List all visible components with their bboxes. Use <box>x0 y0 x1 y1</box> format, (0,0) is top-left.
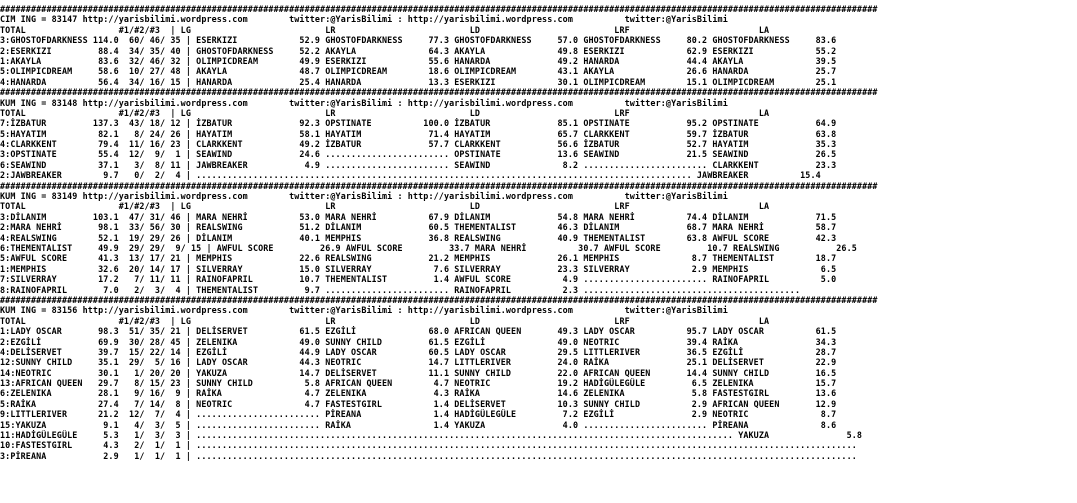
separator-line: ########################################################################################################################################################################## <box>0 87 878 98</box>
horse-row: 1:MEMPHIS 32.6 20/ 14/ 17 | SILVERRAY 15.0 SILVERRAY 7.6 SILVERRAY 23.3 SILVERRAY 2.9 MEMPHIS 6.5 <box>0 263 837 274</box>
horse-row: 6:ZELENIKA 28.1 9/ 16/ 9 | RAİKA 4.7 ZELENIKA 4.3 RAİKA 14.6 ZELENIKA 5.8 FASTESTGIRL 13.6 <box>0 388 837 399</box>
race-header-line: KUM ING = 83149 http://yarisbilimi.wordpress.com twitter:@YarisBilimi : http://yarisbilimi.wordpress.com twitter:@YarisBilimi <box>0 191 728 202</box>
horse-row: 3:PİREANA 2.9 1/ 1/ 1 | ................................................................................................................................ <box>0 450 857 461</box>
horse-row: 7:SILVERRAY 17.2 7/ 11/ 11 | RAINOFAPRIL 10.7 THEMENTALIST 1.4 AWFUL SCORE 4.9 ........................ RAINOFAPRIL 5.0 <box>0 274 837 285</box>
horse-row: 4:CLARKKENT 79.4 11/ 16/ 23 | CLARKKENT 49.2 İZBATUR 57.7 CLARKKENT 56.6 İZBATUR 52.7 HAYATIM 35.3 <box>0 139 837 150</box>
column-header-line: TOTAL #1/#2/#3 | LG LR LD LRF LA <box>0 201 770 212</box>
horse-row: 2:ESERKIZI 88.4 34/ 35/ 40 | GHOSTOFDARKNESS 52.2 AKAYLA 64.3 AKAYLA 49.8 ESERKIZI 62.9 ESERKIZI 55.2 <box>0 45 837 56</box>
horse-row: 12:SUNNY CHILD 35.1 29/ 5/ 16 | LADY OSCAR 44.3 NEOTRIC 14.7 LITTLERIVER 24.0 RAİKA 25.1 DELİSERVET 22.9 <box>0 357 837 368</box>
horse-row: 3:DİLANIM 103.1 47/ 31/ 46 | MARA NEHRİ 53.0 MARA NEHRİ 67.9 DİLANIM 54.8 MARA NEHRİ 74.4 DİLANIM 71.5 <box>0 211 837 222</box>
column-header-line: TOTAL #1/#2/#3 | LG LR LD LRF LA <box>0 107 770 118</box>
horse-row: 13:AFRICAN QUEEN 29.7 8/ 15/ 23 | SUNNY CHILD 5.8 AFRICAN QUEEN 4.7 NEOTRIC 19.2 HADİGÜLEGÜLE 6.5 ZELENIKA 15.7 <box>0 378 837 389</box>
horse-row: 6:THEMENTALIST 49.9 29/ 29/ 9/ 15 | AWFUL SCORE 26.9 AWFUL SCORE 33.7 MARA NEHRİ 30.7 AWFUL SCORE 10.7 REALSWING 26.5 <box>0 242 857 253</box>
horse-row: 4:DELİSERVET 39.7 15/ 22/ 14 | EZGİLİ 44.9 LADY OSCAR 60.5 LADY OSCAR 29.5 LITTLERIVER 36.5 EZGİLİ 28.7 <box>0 346 837 357</box>
horse-row: 6:SEAWIND 37.1 3/ 8/ 11 | JAWBREAKER 4.9 ........................ SEAWIND 8.2 ........................ CLARKKENT 23.3 <box>0 159 837 170</box>
horse-row: 7:İZBATUR 137.3 43/ 18/ 12 | İZBATUR 92.3 OPSTINATE 100.0 İZBATUR 85.1 OPSTINATE 95.2 OPSTINATE 64.9 <box>0 118 837 129</box>
race-header-line: KUM ING = 83148 http://yarisbilimi.wordpress.com twitter:@YarisBilimi : http://yarisbilimi.wordpress.com twitter:@YarisBilimi <box>0 97 728 108</box>
horse-row: 4:REALSWING 52.1 19/ 29/ 26 | DİLANIM 40.1 MEMPHIS 36.8 REALSWING 40.9 THEMENTALIST 63.8 AWFUL SCORE 42.3 <box>0 232 837 243</box>
horse-row: 14:NEOTRIC 30.1 1/ 20/ 20 | YAKUZA 14.7 DELİSERVET 11.1 SUNNY CHILD 22.0 AFRICAN QUEEN 14.4 SUNNY CHILD 16.5 <box>0 367 837 378</box>
horse-row: 5:RAİKA 27.4 7/ 14/ 8 | NEOTRIC 4.7 FASTESTGIRL 1.4 DELİSERVET 10.3 SUNNY CHILD 2.9 AFRICAN QUEEN 12.9 <box>0 398 837 409</box>
horse-row: 1:AKAYLA 83.6 32/ 46/ 32 | OLIMPICDREAM 49.9 ESERKIZI 55.6 HANARDA 49.2 HANARDA 44.4 AKAYLA 39.5 <box>0 55 837 66</box>
horse-row: 15:YAKUZA 9.1 4/ 3/ 5 | ........................ RAİKA 1.4 YAKUZA 4.0 ........................ PİREANA 8.6 <box>0 419 837 430</box>
horse-row: 3:OPSTINATE 55.4 12/ 9/ 1 | SEAWIND 24.6 ........................ OPSTINATE 13.6 SEAWIND 21.5 SEAWIND 26.5 <box>0 149 837 160</box>
separator-line: ########################################################################################################################################################################## <box>0 180 878 191</box>
separator-line: ########################################################################################################################################################################## <box>0 294 878 305</box>
column-header-line: TOTAL #1/#2/#3 | LG LR LD LRF LA <box>0 315 770 326</box>
horse-row: 4:HANARDA 56.4 34/ 16/ 15 | HANARDA 25.4 HANARDA 13.3 ESERKIZI 30.1 OLIMPICDREAM 15.1 OLIMPICDREAM 25.1 <box>0 76 837 87</box>
horse-row: 3:GHOSTOFDARKNESS 114.0 60/ 46/ 35 | ESERKIZI 52.9 GHOSTOFDARKNESS 77.3 GHOSTOFDARKNESS 57.0 GHOSTOFDARKNESS 80.2 GHOSTOFDARKNESS 83.6 <box>0 35 837 46</box>
horse-row: 5:OLIMPICDREAM 58.6 10/ 27/ 48 | AKAYLA 48.7 OLIMPICDREAM 18.6 OLIMPICDREAM 43.1 AKAYLA 26.6 HANARDA 25.7 <box>0 66 837 77</box>
horse-row: 9:LITTLERIVER 21.2 12/ 7/ 4 | ........................ PİREANA 1.4 HADİGÜLEGÜLE 7.2 EZGİLİ 2.9 NEOTRIC 8.7 <box>0 409 837 420</box>
horse-row: 5:HAYATIM 82.1 8/ 24/ 26 | HAYATIM 58.1 HAYATIM 71.4 HAYATIM 65.7 CLARKKENT 59.7 İZBATUR 63.8 <box>0 128 837 139</box>
race-header-line: CIM ING = 83147 http://yarisbilimi.wordpress.com twitter:@YarisBilimi : http://yarisbilimi.wordpress.com twitter:@YarisBilimi <box>0 14 728 25</box>
horse-row: 11:HADİGÜLEGÜLE 5.3 1/ 3/ 3 | ........................................................................................................ YAKUZA 5.8 <box>0 430 863 441</box>
column-header-line: TOTAL #1/#2/#3 | LG LR LD LRF LA <box>0 24 770 35</box>
horse-row: 2:MARA NEHRİ 98.1 33/ 56/ 30 | REALSWING 51.2 DİLANIM 60.5 THEMENTALIST 46.3 DİLANIM 68.7 MARA NEHRİ 58.7 <box>0 222 837 233</box>
horse-row: 8:RAINOFAPRIL 7.0 2/ 3/ 4 | THEMENTALIST 9.7 ........................ RAINOFAPRIL 2.3 .......................................... <box>0 284 801 295</box>
horse-row: 1:LADY OSCAR 98.3 51/ 35/ 21 | DELİSERVET 61.5 EZGİLİ 68.0 AFRICAN QUEEN 49.3 LADY OSCAR 95.7 LADY OSCAR 61.5 <box>0 326 837 337</box>
horse-row: 2:JAWBREAKER 9.7 0/ 2/ 4 | ................................................................................................ JAWBREAKER 15.4 <box>0 170 821 181</box>
separator-line: ########################################################################################################################################################################## <box>0 4 878 14</box>
horse-row: 5:AWFUL SCORE 41.3 13/ 17/ 21 | MEMPHIS 22.6 REALSWING 21.2 MEMPHIS 26.1 MEMPHIS 8.7 THEMENTALIST 18.7 <box>0 253 837 264</box>
horse-row: 2:EZGİLİ 69.9 30/ 28/ 45 | ZELENIKA 49.0 SUNNY CHILD 61.5 EZGİLİ 49.0 NEOTRIC 39.4 RAİKA 34.3 <box>0 336 837 347</box>
horse-row: 10:FASTESTGIRL 4.3 2/ 1/ 1 | ................................................................................................................................ <box>0 440 857 451</box>
race-header-line: KUM ING = 83156 http://yarisbilimi.wordpress.com twitter:@YarisBilimi : http://yarisbilimi.wordpress.com twitter:@YarisBilimi <box>0 305 728 316</box>
